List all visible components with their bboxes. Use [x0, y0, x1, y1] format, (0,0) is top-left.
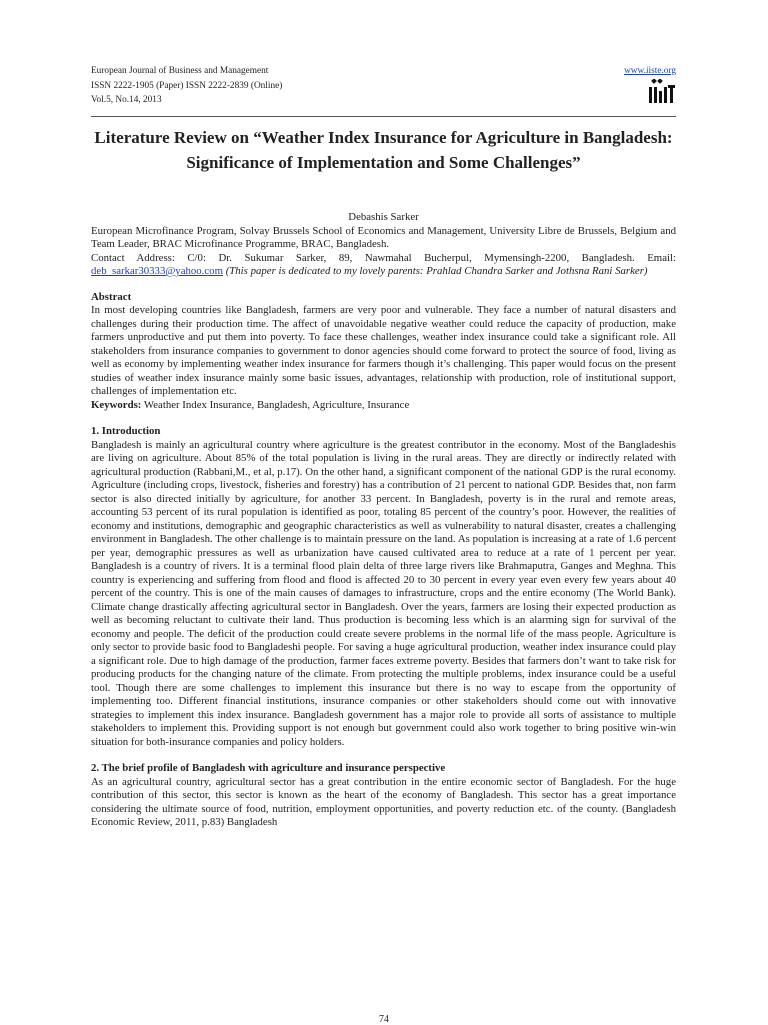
section-text-profile: As an agricultural country, agricultural sector has a great contribution in the entire economic sector of Bangladesh. For the huge contribution of this sector, this sector is known as the heart of the economy of Bangladesh. This sector has a great importance considering the ultimate source of food, nutrition, employment opportunities, and poverty reduction etc. of the county. (Bangladesh Economic Review, 2011, p.83) Bangladesh: [91, 775, 676, 828]
keywords-label: Keywords:: [91, 398, 142, 411]
keywords-text: Weather Index Insurance, Bangladesh, Agriculture, Insurance: [143, 398, 410, 411]
issn: ISSN 2222-1905 (Paper) ISSN 2222-2839 (Online): [91, 80, 283, 91]
dedication: (This paper is dedicated to my lovely parents: Prahlad Chandra Sarker and Jothsna Rani Sarker): [225, 265, 648, 277]
page-number: 74: [379, 1014, 389, 1025]
section-heading-introduction: 1. Introduction: [91, 425, 161, 437]
paper-title: Literature Review on “Weather Index Insurance for Agriculture in Bangladesh: Significance of Implementation and Some Challenges”: [94, 128, 673, 172]
contact-address: Contact Address: C/0: Dr. Sukumar Sarker, 89, Nawmahal Bucherpul, Mymensingh-2200, Bangladesh. Email:: [91, 251, 676, 264]
journal-info: [91, 64, 282, 108]
volume: Vol.5, No.14, 2013: [91, 95, 162, 105]
section-text-introduction: Bangladesh is mainly an agricultural country where agriculture is the greatest contributor in the economy. Most of the Bangladeshis are living on agriculture. About 85% of the total population is living in the rural areas. They are directly or indirectly related with agricultural production (Rabbani,M., et al, p.17). On the other hand, a significant component of the national GDP is the rural economy. Agriculture (including crops, livestock, fisheries and forestry) has a contribution of 21 percent to national GDP. Besides that, non farm sector is also directed initially by agriculture, for another 33 percent. In Bangladesh, poverty is in the rural and remote areas, accounting 53 percent of its rural population is identified as poor, totaling 85 percent of the country’s poor. However, the realities of economy and institutions, demographic and geographic characteristics as well as vulnerability to natural disaster, creates a challenging environment in Bangladesh. The other challenge is to maintain pressure on the land. As population is increasing at a rate of 1.6 percent per year, demographic pressures as well as urbanization have caused cultivated area to reduce at a rate of 1 percent per year. Bangladesh is a country of rivers. It is a terminal flood plain delta of three large rivers like Brahmaputra, Ganges and Meghna. This country is experiencing and suffering from flood and flood is affected 20 to 30 percent in every year even every few years about 40 percent of the country. This is one of the main causes of damages to infrastructure, crops and the entire economy (The World Bank). Climate change drastically affecting agricultural sector in Bangladesh. Over the years, farmers are losing their expected production as well as becoming reluctant to cultivate their land. Thus production is becoming less which is an alarming sign for survival of the economy and people. The deficit of the production could create severe problems in the normal life of the mass people. Agriculture is only sector to provide basic food to Bangladeshi people. For saving a huge agricultural production, weather index insurance could play a significant role. Due to high damage of the production, farmer faces extreme poverty. Besides that farmers don’t want to take risk for producing products for the changing nature of the climate. From protecting the multiple problems, index insurance could be a useful tool. Though there are some challenges to implement this insurance but there is no way to escape from the opportunity of implementing too. Different financial institutions, insurance companies or other stakeholders should come out with innovative strategies to implement this index insurance. Bangladesh government has a major role to provide all sorts of assistance to multiple stakeholders to implement this. Providing support is not enough but government could also work together to bring positive win-win situation for both-insurance companies and policy holders.: [91, 438, 676, 748]
journal-name: European Journal of Business and Management: [91, 66, 269, 76]
iiste-logo: [646, 79, 676, 105]
header-rule: [91, 116, 676, 117]
paper-body: [91, 211, 676, 830]
section-heading-profile: 2. The brief profile of Bangladesh with agriculture and insurance perspective: [91, 762, 446, 774]
abstract-text: In most developing countries like Bangladesh, farmers are very poor and vulnerable. They face a number of natural disasters and challenges during their production time. The affect of unavoidable negative weather could reduce the capacity of production, make farmers unproductive and put them into poverty. To face these challenges, weather index insurance could take a significant role. All stakeholders from insurance companies to government to donor agencies should come forward to protect the source of food, living as well as economy by implementing weather index insurance for farmers though it’s challenging. This paper would focus on the present studies of weather index insurance mainly some basic issues, advantages, relationship with production, role of institutional support, challenges of implementation etc.: [91, 304, 676, 397]
author-name: Debashis Sarker: [348, 211, 419, 223]
journal-url-link[interactable]: www.iiste.org: [624, 66, 676, 76]
author-affiliation: European Microfinance Program, Solvay Brussels School of Economics and Management, University Libre de Brussels, Belgium and Team Leader, BRAC Microfinance Programme, BRAC, Bangladesh.: [91, 224, 676, 250]
running-header: [91, 64, 676, 114]
abstract-heading: Abstract: [91, 290, 132, 303]
author-email-link[interactable]: deb_sarkar30333@yahoo.com: [91, 265, 223, 277]
keywords: [91, 399, 676, 413]
author-contact: [91, 252, 676, 279]
